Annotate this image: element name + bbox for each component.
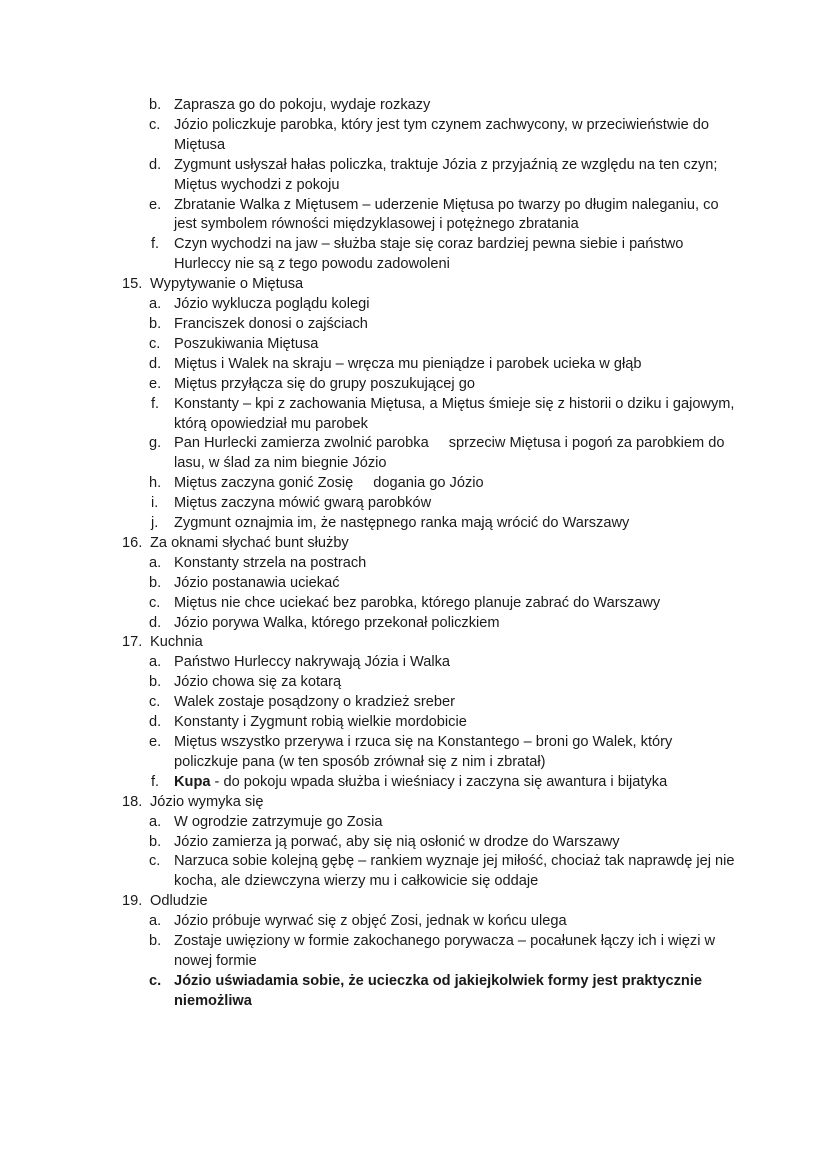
outline-section [0,275,828,534]
item-text-main: Zbratanie Walka z Miętusem – uderzenie Miętusa po twarzy po długim naleganiu, co jest symbolem równości międzyklasowej i potężnego zbratania [174,196,719,233]
section-heading [0,892,828,912]
item-text-continuation: dogania go Józio [373,475,484,492]
item-marker: c. [149,694,161,711]
item-text-main: Miętus przyłącza się do grupy poszukującej go [174,375,475,392]
item-text-main: Walek zostaje posądzony o kradzież sreber [174,694,455,711]
item-text-main: Czyn wychodzi na jaw – służba staje się coraz bardziej pewna siebie i państwo Hurleccy nie są z tego powodu zadowoleni [174,236,684,273]
section-title: Wypytywanie o Miętusa [150,276,304,293]
item-text [174,973,702,1009]
section-heading [0,793,828,813]
item-marker: b. [149,833,162,850]
item-text-main: Miętus zaczyna mówić gwarą parobków [174,495,432,512]
item-marker: d. [149,355,162,372]
item-text-main: Poszukiwania Miętusa [174,335,319,352]
list-item [0,395,828,435]
item-marker: e. [149,734,162,750]
section-number: 19. [122,893,143,910]
item-text [174,734,672,770]
item-text-main: Miętus i Walek na skraju – wręcza mu pieniądze i parobek ucieka w głąb [174,355,642,372]
list-item [0,494,828,514]
item-text-main: Narzuca sobie kolejną gębę – rankiem wyznaje jej miłość, chociaż tak naprawdę jej nie kocha, ale dziewczyna wierzy mu i całkowicie się oddaje [174,853,735,890]
list-item [0,474,828,494]
item-text [174,654,450,670]
outline-section [0,534,828,634]
item-text-main: Zygmunt usłyszał hałas policzka, traktuje Józia z przyjaźnią ze względu na ten czyn; Miętus wychodzi z pokoju [174,156,718,193]
item-text [174,197,719,233]
item-text [174,814,382,830]
item-marker: f. [151,773,160,790]
section-heading [0,275,828,295]
item-marker: b. [149,933,162,950]
item-text-main: Józio zamierza ją porwać, aby się nią osłonić w drodze do Warszawy [174,833,620,850]
item-marker: j. [151,515,159,532]
section-title: Józio wymyka się [150,793,264,810]
list-item [0,196,828,236]
item-text [174,674,341,690]
list-item [0,554,828,574]
list-item [0,912,828,932]
item-text-main: Zygmunt oznajmia im, że następnego ranka mają wrócić do Warszawy [174,515,630,532]
item-text-main: Józio uświadamia sobie, że ucieczka od jakiejkolwiek formy jest praktycznie niemożliwa [174,972,703,1009]
item-text [174,97,430,113]
item-text-main: Zaprasza go do pokoju, wydaje rozkazy [174,97,431,113]
item-marker: a. [149,813,162,830]
list-item [0,375,828,395]
item-text-continuation: sprzeciw Miętusa i pogoń za parobkiem do lasu, w ślad za nim biegnie Józio [174,435,725,472]
list-item [0,713,828,733]
list-item [0,96,828,116]
section-number: 17. [122,634,143,651]
item-text [174,515,629,531]
list-item [0,235,828,275]
item-text [174,435,725,471]
list-item [0,733,828,773]
item-text-main: Józio porywa Walka, którego przekonał policzkiem [174,614,500,631]
item-marker: a. [149,913,162,930]
item-marker: d. [149,156,162,173]
item-text [174,575,340,591]
item-text [174,356,642,372]
outline-section [0,633,828,792]
item-text [174,236,683,272]
item-text [174,933,715,969]
item-text [174,595,660,611]
list-item [0,335,828,355]
item-marker: b. [149,674,162,691]
section-number: 18. [122,793,143,810]
item-text [174,774,667,790]
item-text-main: Miętus wszystko przerywa i rzuca się na Konstantego – broni go Walek, który policzkuje pana (w ten sposób zrównał się z nim i zbratał) [174,734,673,770]
item-text [174,694,455,710]
item-marker: f. [151,236,160,253]
item-marker: i. [151,495,159,512]
item-marker: c. [149,853,161,870]
item-text-main: Miętus zaczyna gonić Zosię [174,475,354,492]
item-text-main: Pan Hurlecki zamierza zwolnić parobka [174,435,429,452]
item-text-main: Zostaje uwięziony w formie zakochanego porywacza – pocałunek łączy ich i więzi w nowej formie [174,933,716,969]
item-text-main: Konstanty – kpi z zachowania Miętusa, a Miętus śmieje się z historii o dziku i gajowym, którą opowiedział mu parobek [174,395,735,432]
list-item [0,594,828,614]
item-text-main: Józio chowa się za kotarą [174,674,342,691]
item-text-main: Państwo Hurleccy nakrywają Józia i Walka [174,654,451,671]
item-text-main: Franciszek donosi o zajściach [174,315,368,332]
item-text [174,296,370,312]
outline-section [0,892,828,1011]
list-item [0,833,828,853]
item-text [174,834,620,850]
list-item [0,514,828,534]
outline-section [0,793,828,893]
list-item [0,355,828,375]
list-item [0,813,828,833]
item-text-main: - do pokoju wpada służba i wieśniacy i zaczyna się awantura i bijatyka [210,773,668,790]
list-item [0,972,828,1012]
item-marker: f. [151,395,160,412]
list-item [0,116,828,156]
item-text-main: Józio policzkuje parobka, który jest tym czynem zachwycony, w przeciwieństwie do Miętusa [174,116,710,153]
item-text [174,615,500,631]
item-marker: e. [149,196,162,213]
section-title: Za oknami słychać bunt służby [150,534,349,551]
list-item [0,614,828,634]
item-marker: a. [149,554,162,571]
item-marker: b. [149,97,162,113]
list-item [0,693,828,713]
section-title: Odludzie [150,893,208,910]
list-item [0,295,828,315]
item-marker: c. [149,116,161,133]
item-text-main: Miętus nie chce uciekać bez parobka, którego planuje zabrać do Warszawy [174,594,661,611]
item-marker: a. [149,296,162,313]
item-marker: c. [149,335,161,352]
item-marker: b. [149,574,162,591]
item-marker: c. [149,972,162,989]
item-marker: d. [149,714,162,731]
item-text [174,714,467,730]
section-heading [0,534,828,554]
item-text-main: Józio wyklucza poglądu kolegi [174,296,370,313]
outline-section [0,96,828,275]
document-body [0,96,828,1012]
list-item [0,773,828,793]
list-item [0,156,828,196]
list-item [0,852,828,892]
item-marker: b. [149,315,162,332]
item-text [174,117,709,153]
section-number: 16. [122,534,143,551]
item-marker: c. [149,594,161,611]
item-text [174,555,366,571]
item-text-main: Józio próbuje wyrwać się z objęć Zosi, jednak w końcu ulega [174,913,567,930]
item-text [174,396,734,432]
item-marker: e. [149,375,162,392]
list-item [0,434,828,474]
item-text [174,316,368,332]
item-marker: h. [149,475,162,492]
item-text [174,913,567,929]
section-number: 15. [122,276,143,293]
item-text-main: Józio postanawia uciekać [174,574,340,591]
list-item [0,574,828,594]
item-marker: a. [149,654,162,671]
item-marker: d. [149,614,162,631]
item-text [174,475,484,491]
list-item [0,653,828,673]
item-text [174,376,475,392]
list-item [0,673,828,693]
list-item [0,932,828,972]
item-text-main: Konstanty i Zygmunt robią wielkie mordobicie [174,714,467,731]
item-text-main: Konstanty strzela na postrach [174,554,367,571]
item-text [174,853,735,889]
item-text [174,336,318,352]
item-text [174,495,431,511]
item-marker: g. [149,435,162,452]
item-text-main: W ogrodzie zatrzymuje go Zosia [174,813,383,830]
item-bold-lead: Kupa [174,773,211,790]
list-item [0,315,828,335]
section-title: Kuchnia [150,634,203,651]
section-heading [0,633,828,653]
item-text [174,157,717,193]
